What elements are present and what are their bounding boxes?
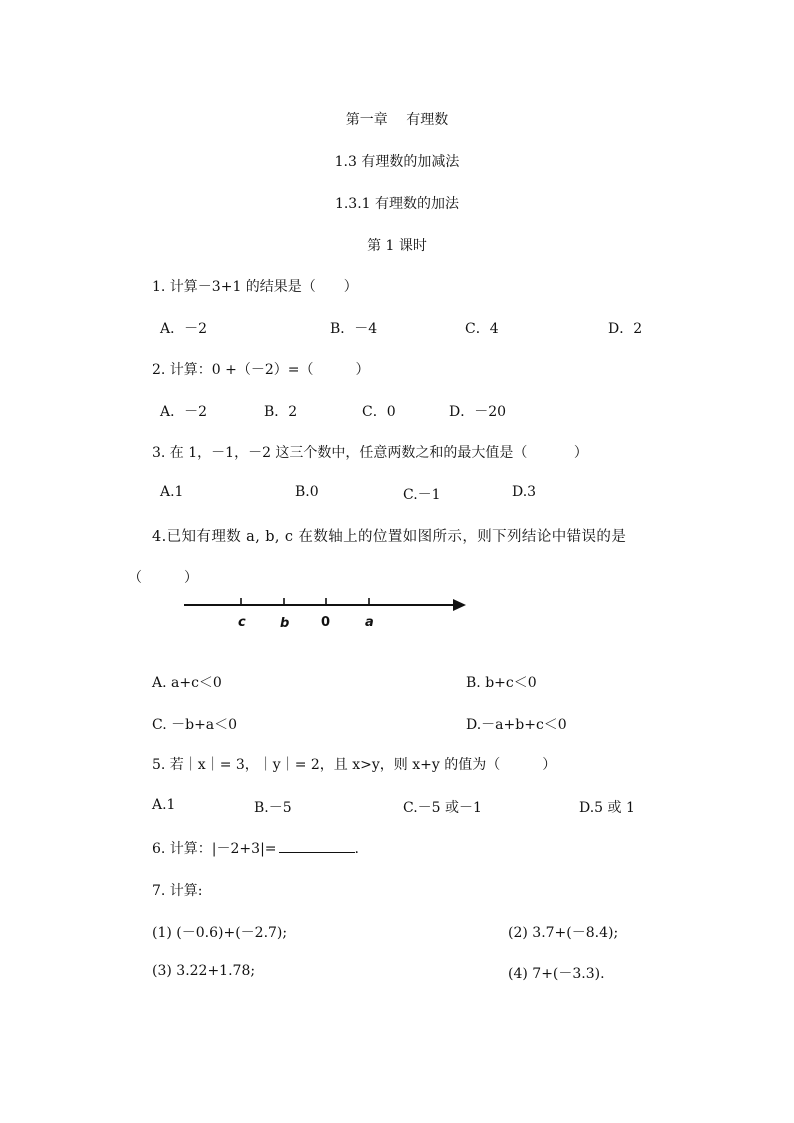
- question-1-option-a: A．－2: [160, 321, 208, 337]
- question-3-option-c: C.－1: [403, 487, 441, 503]
- question-4-option-b: B. b+c＜0: [466, 675, 537, 691]
- question-5-option-d: D.5 或 1: [579, 800, 635, 816]
- lesson-title: 第 1 课时: [367, 238, 427, 254]
- question-6-period: .: [354, 841, 359, 857]
- question-3-stem: 3. 在 1，－1，－2 这三个数中，任意两数之和的最大值是（ ）: [152, 445, 588, 461]
- question-5-option-c: C.－5 或－1: [403, 800, 482, 816]
- question-7-part-1: (1) (－0.6)+(－2.7);: [152, 925, 288, 941]
- question-2-option-a: A．－2: [160, 404, 208, 420]
- question-5-option-a: A.1: [152, 797, 176, 813]
- question-2-option-b: B．2: [264, 404, 298, 420]
- question-2-option-c: C．0: [362, 404, 396, 420]
- subsection-title: 1.3.1 有理数的加法: [334, 196, 460, 212]
- question-7-part-2: (2) 3.7+(－8.4);: [508, 925, 619, 941]
- question-4-stem: 4.已知有理数 a, b, c 在数轴上的位置如图所示，则下列结论中错误的是: [152, 529, 627, 545]
- question-4-option-c: C. －b+a＜0: [152, 717, 238, 733]
- question-4-stem-continued: （ ）: [128, 570, 198, 586]
- question-3-option-b: B.0: [295, 484, 319, 500]
- question-6-text: 6. 计算：|－2+3|=: [152, 841, 277, 857]
- question-2-option-d: D．－20: [449, 404, 507, 420]
- question-7-stem: 7. 计算:: [152, 883, 203, 899]
- answer-blank: [279, 838, 355, 853]
- question-1-stem: 1. 计算－3+1 的结果是（ ）: [152, 279, 358, 295]
- number-line-label-c: c: [238, 615, 246, 630]
- number-line-label-zero: 0: [321, 615, 331, 630]
- number-line-label-b: b: [280, 616, 290, 631]
- number-line-figure: [180, 592, 470, 634]
- question-6-stem: [152, 838, 359, 858]
- section-title: 1.3 有理数的加减法: [334, 154, 460, 170]
- question-2-stem: 2. 计算：0 +（－2）=（ ）: [152, 362, 370, 378]
- question-4-option-a: A. a+c＜0: [152, 675, 222, 691]
- question-3-option-d: D.3: [512, 484, 537, 500]
- question-3-option-a: A.1: [160, 484, 184, 500]
- number-line-label-a: a: [365, 615, 374, 630]
- question-7-part-3: (3) 3.22+1.78;: [152, 963, 256, 979]
- question-1-option-d: D．2: [608, 321, 643, 337]
- chapter-title: 第一章 有理数: [345, 112, 449, 128]
- number-line-arrow: [453, 599, 466, 611]
- question-1-option-b: B．－4: [330, 321, 378, 337]
- question-1-option-c: C．4: [465, 321, 499, 337]
- question-5-option-b: B.－5: [254, 800, 292, 816]
- question-5-stem: 5. 若｜x｜= 3，｜y｜= 2，且 x>y，则 x+y 的值为（ ）: [152, 757, 557, 773]
- question-4-option-d: D.－a+b+c＜0: [466, 717, 567, 733]
- question-7-part-4: (4) 7+(－3.3).: [508, 966, 605, 982]
